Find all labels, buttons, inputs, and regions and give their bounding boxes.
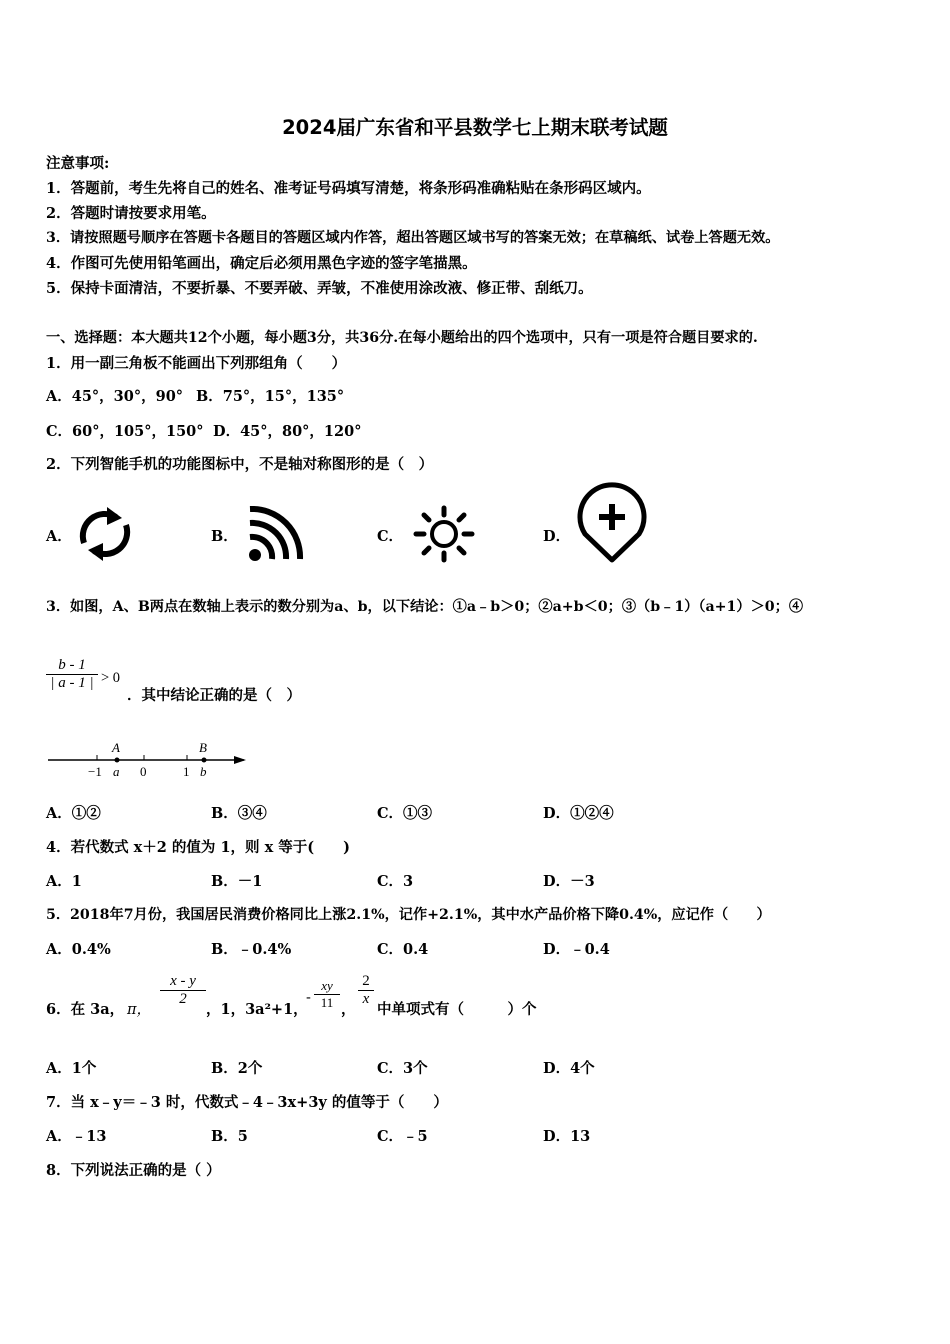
q8-stem: 8．下列说法正确的是（ ） <box>46 1162 221 1179</box>
page-title: 2024届广东省和平县数学七上期末联考试题 <box>282 116 668 139</box>
point-a <box>115 758 120 763</box>
q2-option-a[interactable]: A． <box>46 528 72 545</box>
q6-f3-denominator: x <box>362 991 370 1007</box>
q5-option-b[interactable]: B．﹣0.4% <box>211 941 292 958</box>
q6-option-a[interactable]: A．1个 <box>46 1060 97 1077</box>
tick-label-a: a <box>113 764 120 779</box>
q6-mid: ，1，3a²+1， <box>206 1001 308 1018</box>
q3-frac-numerator: b - 1 <box>58 657 86 673</box>
point-b-label: B <box>199 740 207 755</box>
q6-option-c[interactable]: C．3个 <box>377 1060 428 1077</box>
q7-option-a[interactable]: A．﹣13 <box>46 1128 107 1145</box>
tick-label-neg1: −1 <box>88 764 102 779</box>
point-b <box>202 758 207 763</box>
point-a-label: A <box>112 740 120 755</box>
q5-option-d[interactable]: D．﹣0.4 <box>543 941 610 958</box>
notice-heading: 注意事项: <box>46 155 110 172</box>
q4-option-a[interactable]: A．1 <box>46 873 82 890</box>
q5-option-c[interactable]: C．0.4 <box>377 941 429 958</box>
q6-f2-denominator: 11 <box>320 995 334 1010</box>
q7-option-d[interactable]: D．13 <box>543 1128 591 1145</box>
q6-neg-sign: - <box>306 990 311 1006</box>
q6-option-d[interactable]: D．4个 <box>543 1060 595 1077</box>
q3-frac-relation: > 0 <box>101 670 121 686</box>
q3-frac-denominator: | a - 1 | <box>50 675 94 691</box>
q3-option-b[interactable]: B．③④ <box>211 805 267 822</box>
q2-option-c[interactable]: C． <box>377 528 404 545</box>
q3-fraction <box>46 657 98 692</box>
q3-option-d[interactable]: D．①②④ <box>543 805 614 822</box>
notice-item-2: 2．答题时请按要求用笔。 <box>46 205 216 222</box>
q1-option-a[interactable]: A．45°，30°，90° <box>46 388 184 405</box>
q6-f3-numerator: 2 <box>362 973 370 989</box>
notice-item-4: 4．作图可先使用铅笔画出，确定后必须用黑色字迹的签字笔描黑。 <box>46 255 477 272</box>
q6-option-b[interactable]: B．2个 <box>211 1060 263 1077</box>
notice-item-5: 5．保持卡面清洁，不要折暴、不要弄破、弄皱，不准使用涂改液、修正带、刮纸刀。 <box>46 280 593 297</box>
q4-option-c[interactable]: C．3 <box>377 873 414 890</box>
wifi-signal-icon <box>246 505 304 565</box>
q6-fraction-1 <box>160 973 206 1008</box>
tick-label-b: b <box>200 764 207 779</box>
q1-option-b[interactable]: B．75°，15°，135° <box>196 388 345 405</box>
notice-item-3: 3．请按照题号顺序在答题卡各题目的答题区域内作答，超出答题区域书写的答案无效；在草稿纸、试卷上答题无效。 <box>46 230 780 246</box>
q2-option-b[interactable]: B． <box>211 528 238 545</box>
tick-label-1: 1 <box>183 764 190 779</box>
q5-option-a[interactable]: A．0.4% <box>46 941 111 958</box>
q6-fraction-2 <box>314 978 340 1011</box>
number-line <box>46 738 252 780</box>
notice-item-1: 1．答题前，考生先将自己的姓名、准考证号码填写清楚，将条形码准确粘贴在条形码区域内。 <box>46 180 651 197</box>
q7-stem: 7．当 x﹣y＝﹣3 时，代数式﹣4﹣3x+3y 的值等于（ ） <box>46 1094 448 1111</box>
tick-label-0: 0 <box>140 764 147 779</box>
q2-stem: 2．下列智能手机的功能图标中，不是轴对称图形的是（ ） <box>46 456 434 473</box>
refresh-icon <box>76 505 134 563</box>
section-heading: 一、选择题：本大题共12个小题，每小题3分，共36分.在每小题给出的四个选项中，只有一项是符合题目要求的. <box>46 330 758 346</box>
q6-f1-denominator: 2 <box>179 991 187 1007</box>
q6-f1-numerator: x - y <box>170 973 196 989</box>
q3-option-a[interactable]: A．①② <box>46 805 101 822</box>
q1-option-c[interactable]: C．60°，105°，150° <box>46 423 204 440</box>
q7-option-b[interactable]: B．5 <box>211 1128 248 1145</box>
q3-stem: 3．如图，A、B两点在数轴上表示的数分别为a、b，以下结论：①a﹣b＞0；②a+b＜0；③（b﹣1）（a+1）＞0；④ <box>46 599 804 615</box>
q1-option-d[interactable]: D．45°，80°，120° <box>213 423 362 440</box>
q4-option-d[interactable]: D．－3 <box>543 873 595 890</box>
q6-comma: ， <box>341 1001 356 1018</box>
q4-stem: 4．若代数式 x＋2 的值为 1，则 x 等于( ) <box>46 839 351 856</box>
q6-tail: 中单项式有（ ）个 <box>377 1001 537 1018</box>
q4-option-b[interactable]: B．－1 <box>211 873 263 890</box>
q1-stem: 1．用一副三角板不能画出下列那组角（ ） <box>46 355 347 372</box>
q3-stem-tail: ．其中结论正确的是（ ） <box>127 687 301 704</box>
sun-icon <box>413 506 475 562</box>
q7-option-c[interactable]: C．﹣5 <box>377 1128 428 1145</box>
location-plus-icon <box>575 486 649 564</box>
q5-stem: 5．2018年7月份，我国居民消费价格同比上涨2.1%，记作+2.1%，其中水产品价格下降0.4%，应记作（ ） <box>46 907 771 923</box>
q2-option-d[interactable]: D． <box>543 528 571 545</box>
q3-option-c[interactable]: C．①③ <box>377 805 433 822</box>
q6-pi: π， <box>127 1002 152 1018</box>
q6-f2-numerator: xy <box>321 978 333 993</box>
q6-lead: 6．在 3a， <box>46 1001 125 1018</box>
q6-fraction-3 <box>358 973 374 1008</box>
